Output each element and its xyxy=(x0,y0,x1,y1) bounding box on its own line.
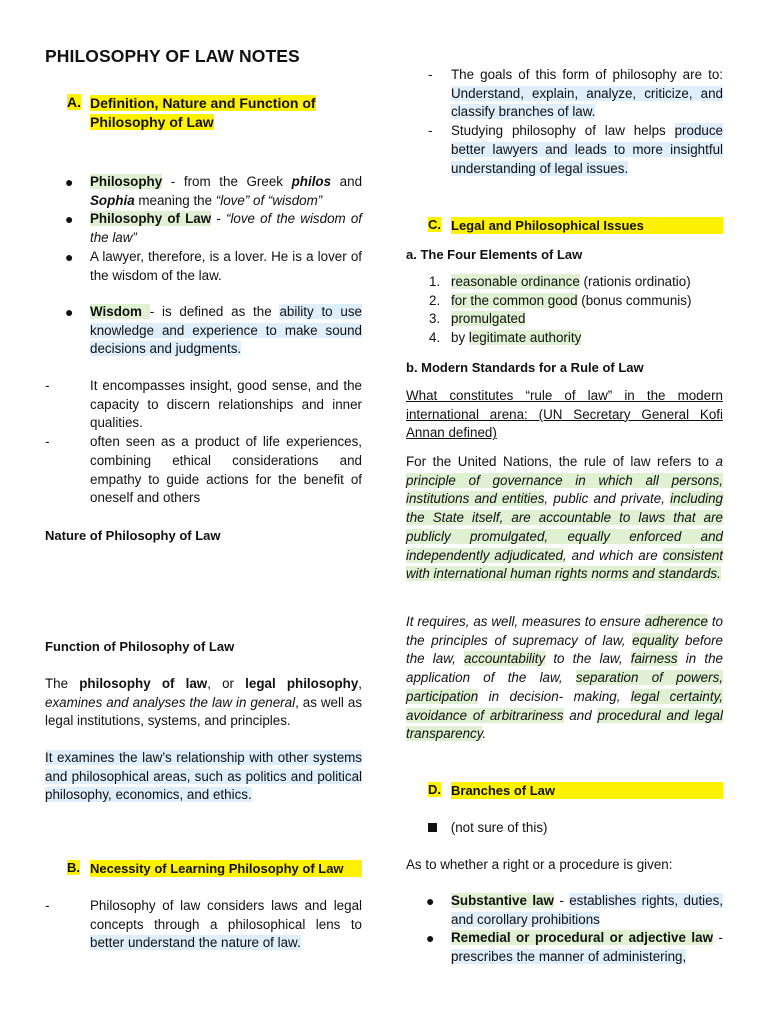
bullet-icon: ● xyxy=(426,930,435,947)
not-sure-item xyxy=(428,819,547,838)
section-c-heading xyxy=(428,217,723,235)
highlight: It examines the law’s relationship with other systems and philosophical areas, such as politics and political philosophy, economics, and ethics. xyxy=(45,750,362,803)
text: The xyxy=(45,676,80,691)
text: Philosophy of law considers laws and legal concepts through a philosophical lens to xyxy=(90,898,362,932)
section-d-title: Branches of Law xyxy=(451,782,723,799)
list-item xyxy=(406,273,723,292)
highlight: including the State itself, are accountable to laws that are publicly promulgated, equally enforced and independently adjudicated xyxy=(406,491,723,563)
text: to the law, xyxy=(545,651,631,667)
dash-icon: - xyxy=(45,898,50,913)
definition-list xyxy=(45,173,362,285)
term-wisdom: Wisdom xyxy=(90,304,150,319)
necessity-dashes xyxy=(45,897,362,953)
highlight: establishes rights, duties, and corollary prohibitions xyxy=(451,893,723,927)
list-item-remedial xyxy=(406,929,723,966)
examines-paragraph xyxy=(45,749,362,805)
italic-text: , and which are xyxy=(562,547,663,563)
text: - xyxy=(553,893,570,908)
modern-underlined: What constitutes “rule of law” in the modern international arena: (UN Secretary General Kofi Annan defined) xyxy=(406,388,723,441)
text: - xyxy=(211,211,226,227)
four-elements-heading: a. The Four Elements of Law xyxy=(406,247,583,262)
text: It requires, as well, measures to ensure xyxy=(406,614,645,629)
bullet-icon: ● xyxy=(65,174,74,190)
text: often seen as a product of life experiences, combining ethical considerations and empathy to guide actions for the benefit of oneself and others xyxy=(90,434,362,506)
goals-dashes xyxy=(428,66,723,178)
text: in decision- making, xyxy=(478,688,631,704)
section-a-letter: A. xyxy=(67,94,81,110)
function-paragraph xyxy=(45,675,362,731)
section-d-letter: D. xyxy=(428,782,441,797)
term-philosophy: Philosophy xyxy=(90,174,163,189)
text: The goals of this form of philosophy are to: xyxy=(451,67,723,82)
number: 3. xyxy=(429,311,441,327)
section-a-heading xyxy=(67,94,362,132)
greek-philos: philos xyxy=(291,174,332,189)
bullet-icon: ● xyxy=(65,304,74,320)
list-item xyxy=(406,329,723,348)
quote: “love” of “wisdom” xyxy=(215,192,323,208)
list-item-lawyer xyxy=(45,248,362,285)
section-b-title: Necessity of Learning Philosophy of Law xyxy=(90,860,362,877)
text: by xyxy=(451,330,469,346)
text: - from the Greek xyxy=(162,174,292,189)
highlight: adherence xyxy=(644,614,708,629)
text: , xyxy=(358,676,362,691)
nature-heading: Nature of Philosophy of Law xyxy=(45,528,221,543)
italic-text: a xyxy=(715,454,723,469)
list-item xyxy=(406,292,723,311)
greek-sophia: Sophia xyxy=(90,192,135,208)
highlight: for the common good xyxy=(451,292,578,308)
term: legal philosophy xyxy=(245,676,359,691)
highlight: better understand the nature of law. xyxy=(90,935,301,951)
section-c-letter: C. xyxy=(428,217,441,232)
text: (not sure of this) xyxy=(450,820,548,835)
dash-item xyxy=(45,433,362,508)
dash-item xyxy=(428,66,723,122)
highlight: prescribes the manner of administering, xyxy=(451,949,687,965)
list-item-philosophy xyxy=(45,173,362,210)
modern-heading: b. Modern Standards for a Rule of Law xyxy=(406,360,644,375)
section-b-letter: B. xyxy=(67,860,80,875)
list-item-philosophy-of-law xyxy=(45,210,362,247)
list-item-wisdom xyxy=(45,303,362,359)
bullet-icon: ● xyxy=(65,211,74,228)
highlight: Understand, explain, analyze, criticize, and classify branches of law. xyxy=(451,85,723,120)
list-item-substantive xyxy=(406,892,723,929)
term-substantive-law: Substantive law xyxy=(451,893,554,908)
italic-text: , public and private, xyxy=(544,491,671,507)
as-to-paragraph: As to whether a right or a procedure is given: xyxy=(406,857,673,872)
highlight: ability to use knowledge and experience to make sound decisions and judgments. xyxy=(90,304,362,357)
section-a-title-2: Philosophy of Law xyxy=(90,114,214,130)
italic-text: examines and analyses the law in general xyxy=(45,694,296,710)
section-d-heading xyxy=(428,782,723,800)
highlight: principle of governance in which all persons, institutions and entities xyxy=(406,472,723,507)
highlight: legitimate authority xyxy=(468,330,582,346)
text: - xyxy=(713,930,723,946)
text: It encompasses insight, good sense, and the capacity to discern relationships and inner qualities. xyxy=(90,378,362,431)
highlight: accountability xyxy=(464,651,546,667)
text: (bonus communis) xyxy=(577,292,692,308)
highlight: produce better lawyers and leads to more insightful understanding of legal issues. xyxy=(451,123,723,176)
dash-item xyxy=(45,897,362,953)
text: Studying philosophy of law helps xyxy=(451,123,675,139)
text: For the United Nations, the rule of law refers to xyxy=(406,454,716,469)
list-item xyxy=(406,310,723,329)
dash-item xyxy=(428,122,723,178)
text: in the application of the law, xyxy=(406,651,723,686)
four-elements-list xyxy=(406,273,723,348)
text: , or xyxy=(207,676,246,691)
dash-icon: - xyxy=(45,378,50,393)
number: 2. xyxy=(429,292,441,308)
text: , as well as legal institutions, systems, and principles. xyxy=(45,694,363,729)
text: before the law, xyxy=(406,632,723,667)
requires-paragraph xyxy=(406,613,723,744)
quote: “love of the wisdom of the law” xyxy=(90,211,363,246)
text: . xyxy=(482,726,487,742)
bullet-icon: ● xyxy=(65,248,74,265)
highlight: promulgated xyxy=(451,311,526,327)
number: 4. xyxy=(429,330,441,346)
number: 1. xyxy=(429,274,441,289)
wisdom-list xyxy=(45,303,362,359)
bullet-icon: ● xyxy=(426,893,435,909)
un-paragraph xyxy=(406,453,723,584)
text: to the principles of supremacy of law, xyxy=(406,614,723,648)
highlight: legal certainty, avoidance of arbitrariness xyxy=(406,688,723,723)
text: (rationis ordinatio) xyxy=(579,274,691,289)
highlight: equality xyxy=(632,632,679,648)
wisdom-dashes xyxy=(45,377,362,508)
square-bullet-icon xyxy=(428,823,437,832)
highlight: fairness xyxy=(630,651,678,667)
dash-item xyxy=(45,377,362,433)
page-title: PHILOSOPHY OF LAW NOTES xyxy=(45,46,300,66)
term-remedial-law: Remedial or procedural or adjective law xyxy=(451,930,714,946)
highlight: reasonable ordinance xyxy=(451,274,580,289)
highlight: separation of powers, participation xyxy=(406,670,724,704)
text: and xyxy=(331,174,363,189)
dash-icon: - xyxy=(45,434,50,450)
text: A lawyer, therefore, is a lover. He is a lover of the wisdom of the law. xyxy=(90,248,362,283)
branches-list xyxy=(406,892,723,967)
section-c-title: Legal and Philosophical Issues xyxy=(451,217,723,234)
highlight: consistent with international human rights norms and standards. xyxy=(406,547,723,582)
function-heading: Function of Philosophy of Law xyxy=(45,639,235,654)
term: philosophy of law xyxy=(79,676,208,691)
dash-icon: - xyxy=(428,67,433,82)
text: - is defined as the xyxy=(149,304,280,319)
section-b-heading xyxy=(67,860,362,878)
text: and xyxy=(563,707,598,723)
highlight: procedural and legal transparency xyxy=(406,707,723,742)
dash-icon: - xyxy=(428,123,433,139)
term-philosophy-of-law: Philosophy of Law xyxy=(90,211,212,227)
section-a-title-1: Definition, Nature and Function of xyxy=(90,95,316,111)
text: meaning the xyxy=(134,192,216,208)
